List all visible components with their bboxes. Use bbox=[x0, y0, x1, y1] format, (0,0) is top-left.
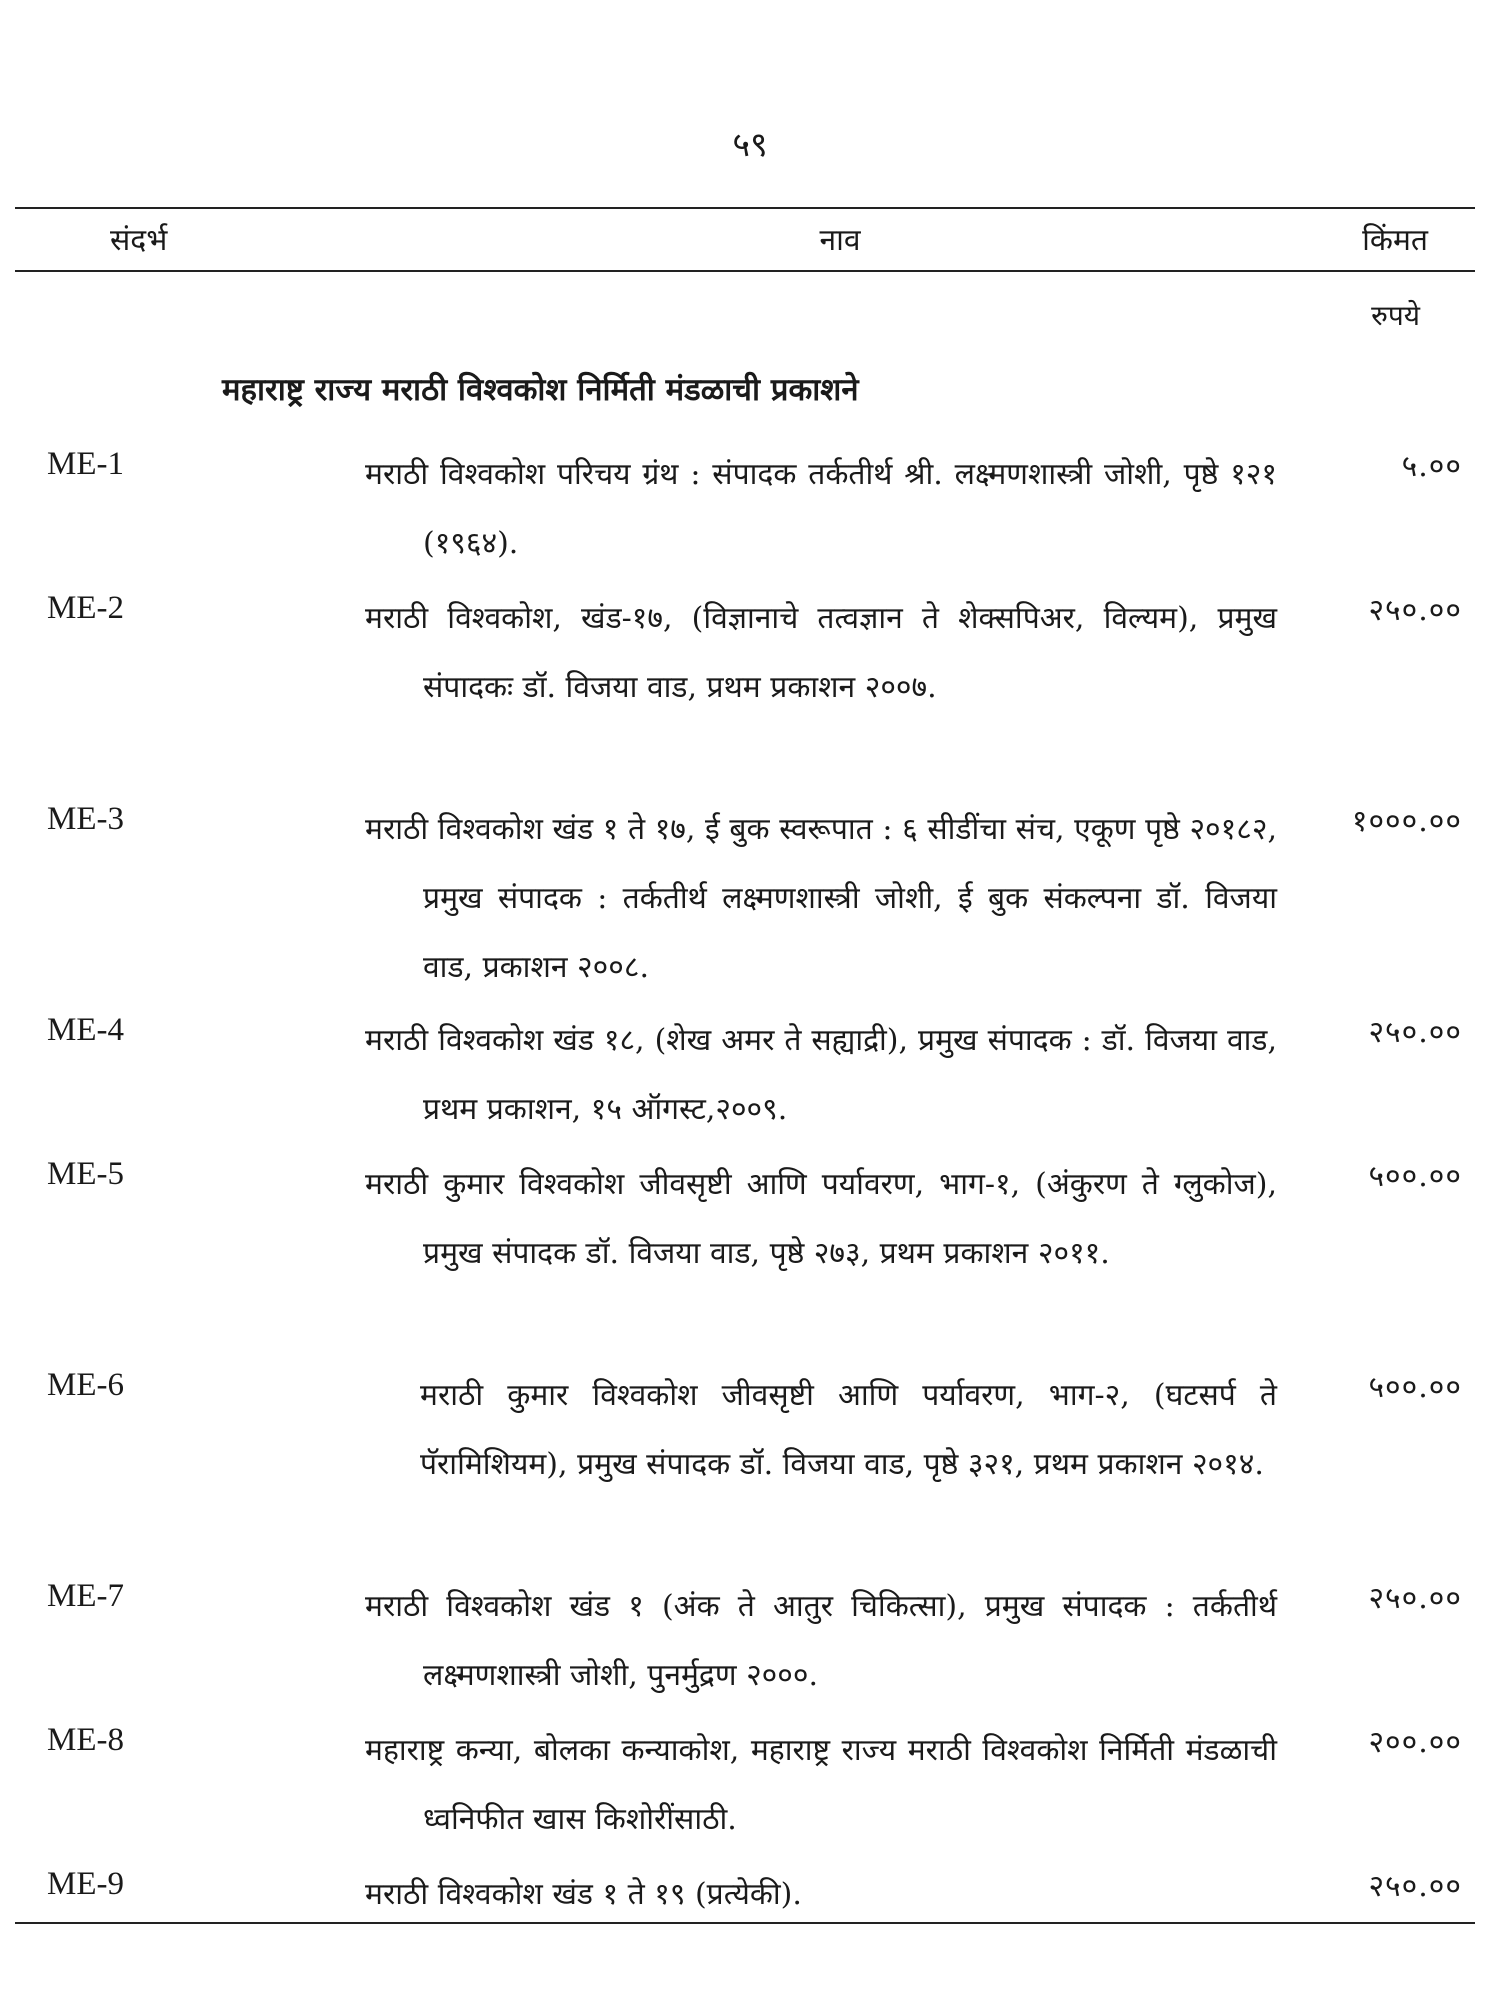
entry-reference: ME-7 bbox=[47, 1578, 124, 1614]
entry-reference: ME-6 bbox=[47, 1367, 124, 1403]
column-header-reference: संदर्भ bbox=[110, 223, 168, 258]
column-header-price: किंमत bbox=[1362, 223, 1428, 258]
entry-price: ५००.०० bbox=[1368, 1370, 1462, 1405]
entry-description: मराठी विश्वकोश, खंड-१७, (विज्ञानाचे तत्वज्ञान ते शेक्सपिअर, विल्यम), प्रमुख संपादकः डॉ. विजया वाड, प्रथम प्रकाशन २००७. bbox=[365, 601, 1277, 705]
entry-price: ५.०० bbox=[1401, 449, 1462, 484]
entry-price: १०००.०० bbox=[1351, 804, 1462, 839]
entry-description: मराठी विश्वकोश खंड १ (अंक ते आतुर चिकित्सा), प्रमुख संपादक : तर्कतीर्थ लक्ष्मणशास्त्री जोशी, पुनर्मुद्रण २०००. bbox=[365, 1589, 1277, 1693]
entry-price: २५०.०० bbox=[1368, 1869, 1462, 1904]
entry-description: महाराष्ट्र कन्या, बोलका कन्याकोश, महाराष्ट्र राज्य मराठी विश्वकोश निर्मिती मंडळाची ध्वनिफीत खास किशोरींसाठी. bbox=[365, 1733, 1277, 1837]
entry-reference: ME-1 bbox=[47, 446, 124, 482]
entry-description: मराठी कुमार विश्वकोश जीवसृष्टी आणि पर्यावरण, भाग-१, (अंकुरण ते ग्लुकोज), प्रमुख संपादक डॉ. विजया वाड, पृष्ठे २७३, प्रथम प्रकाशन २०११. bbox=[365, 1167, 1277, 1271]
price-unit-label: रुपये bbox=[1371, 299, 1420, 332]
entry-description: मराठी कुमार विश्वकोश जीवसृष्टी आणि पर्यावरण, भाग-२, (घटसर्प ते पॅरामिशियम), प्रमुख संपादक डॉ. विजया वाड, पृष्ठे ३२१, प्रथम प्रकाशन २०१४. bbox=[420, 1378, 1277, 1482]
entry-reference: ME-4 bbox=[47, 1012, 124, 1048]
entry-reference: ME-9 bbox=[47, 1866, 124, 1902]
entry-price: ५००.०० bbox=[1368, 1159, 1462, 1194]
entry-reference: ME-3 bbox=[47, 801, 124, 837]
header-top-rule bbox=[15, 207, 1475, 209]
entry-description: मराठी विश्वकोश खंड १ ते १७, ई बुक स्वरूपात : ६ सीडींचा संच, एकूण पृष्ठे २०१८२, प्रमुख संपादक : तर्कतीर्थ लक्ष्मणशास्त्री जोशी, ई बुक संकल्पना डॉ. विजया वाड, प्रकाशन २००८. bbox=[365, 812, 1277, 985]
entry-price: २५०.०० bbox=[1368, 1581, 1462, 1616]
entry-price: २००.०० bbox=[1368, 1725, 1462, 1760]
entry-price: २५०.०० bbox=[1368, 593, 1462, 628]
column-header-name: नाव bbox=[819, 223, 861, 258]
header-bottom-rule bbox=[15, 270, 1475, 272]
entry-price: २५०.०० bbox=[1368, 1015, 1462, 1050]
table-bottom-rule bbox=[15, 1922, 1475, 1924]
entry-description: मराठी विश्वकोश परिचय ग्रंथ : संपादक तर्कतीर्थ श्री. लक्ष्मणशास्त्री जोशी, पृष्ठे १२१ (१९६४). bbox=[365, 457, 1277, 561]
page-number: ५९ bbox=[732, 125, 768, 165]
entry-reference: ME-5 bbox=[47, 1156, 124, 1192]
section-title: महाराष्ट्र राज्य मराठी विश्वकोश निर्मिती मंडळाची प्रकाशने bbox=[222, 372, 859, 408]
entry-reference: ME-8 bbox=[47, 1722, 124, 1758]
entry-description: मराठी विश्वकोश खंड १ ते १९ (प्रत्येकी). bbox=[365, 1877, 802, 1912]
entry-description: मराठी विश्वकोश खंड १८, (शेख अमर ते सह्याद्री), प्रमुख संपादक : डॉ. विजया वाड, प्रथम प्रकाशन, १५ ऑगस्ट,२००९. bbox=[365, 1023, 1277, 1127]
entry-reference: ME-2 bbox=[47, 590, 124, 626]
